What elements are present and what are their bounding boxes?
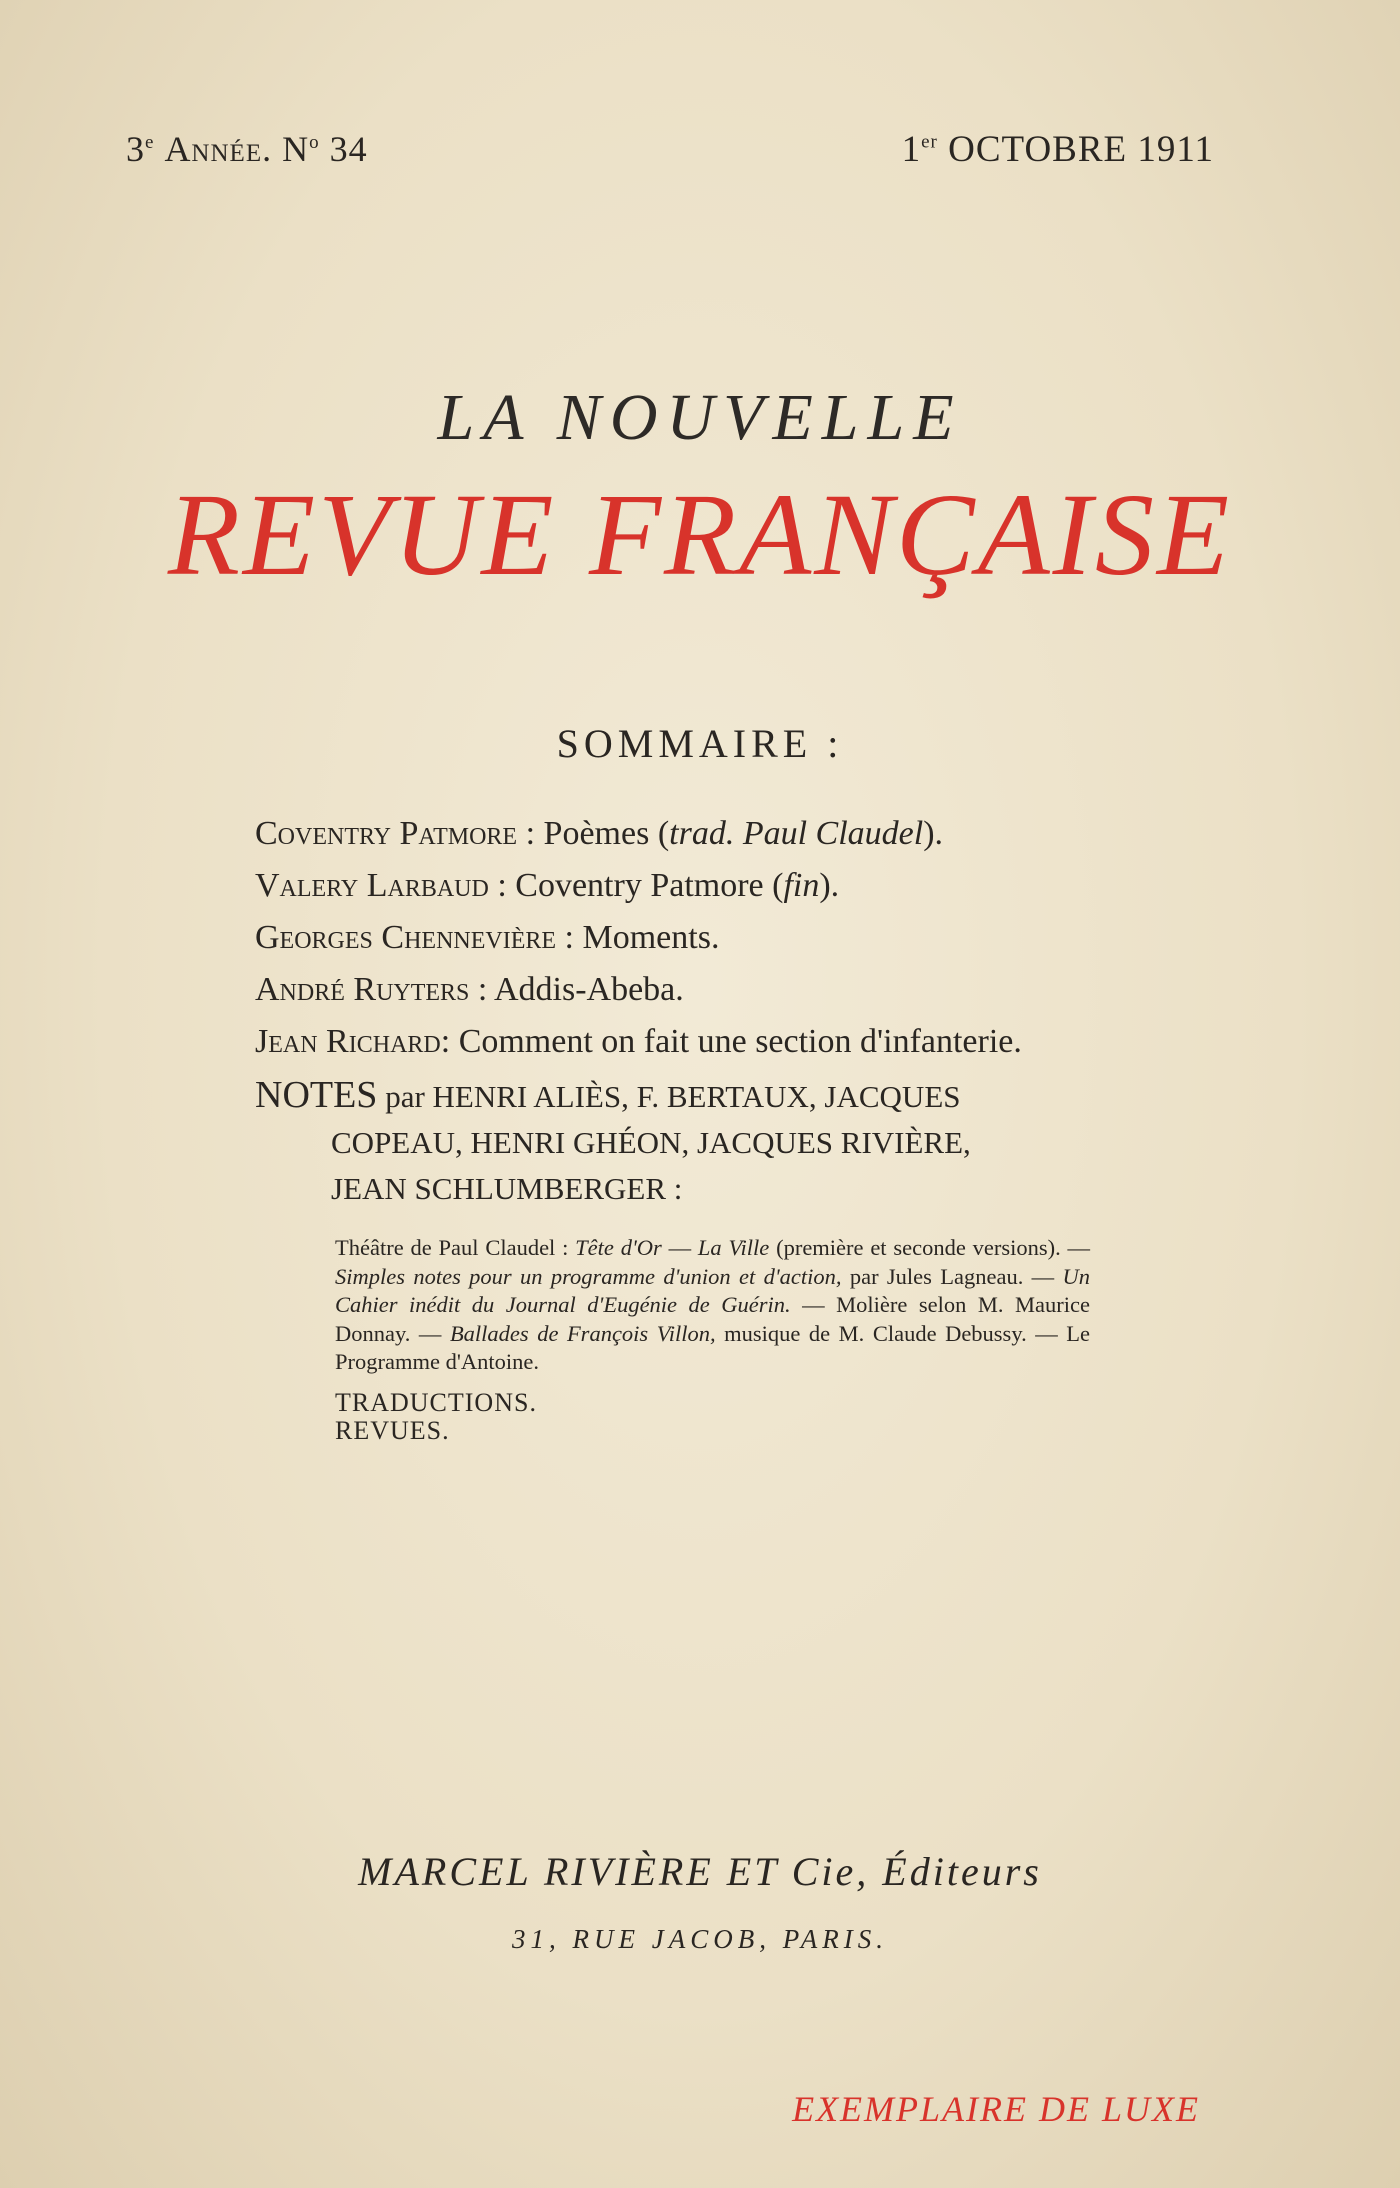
year-sup: e: [145, 132, 155, 153]
toc-work: Addis-Abeba.: [493, 971, 684, 1008]
notes-italic: Un Cahier inédit du Journal d'Eugénie de Guérin.: [335, 1263, 1090, 1317]
notes-italic: La Ville: [697, 1235, 770, 1260]
toc-work-end: ).: [819, 867, 840, 904]
toc-work-italic: fin: [783, 867, 820, 904]
toc-author: Coventry Patmore :: [255, 815, 536, 852]
notes-italic: Ballades de François Villon,: [449, 1320, 716, 1346]
luxe-edition-label: EXEMPLAIRE DE LUXE: [792, 2089, 1200, 2129]
sommaire-heading: SOMMAIRE :: [556, 721, 844, 766]
publisher-address: 31, RUE JACOB, PARIS.: [512, 1924, 888, 1954]
toc-author: Jean Richard:: [255, 1023, 451, 1060]
date-sup: er: [921, 131, 938, 153]
toc-work-end: ).: [923, 815, 944, 852]
notes-text: — Molière selon M. Maurice Donnay. —: [335, 1292, 1090, 1346]
publisher-name: MARCEL RIVIÈRE ET Cie, Éditeurs: [358, 1849, 1042, 1894]
year-number: 3: [126, 129, 145, 169]
notes-text: Théâtre de Paul Claudel :: [335, 1235, 576, 1260]
notes-section: [255, 1072, 1095, 1212]
toc-work: Poèmes (: [543, 815, 670, 852]
notes-text: musique de M. Claude Debussy. — Le Programme d'Antoine.: [335, 1320, 1090, 1374]
date-day: 1: [901, 129, 922, 170]
title-la-nouvelle: LA NOUVELLE: [437, 381, 963, 454]
toc-author: Georges Chennevière :: [255, 919, 574, 956]
notes-text: —: [661, 1235, 698, 1260]
notes-authors-2: COPEAU, HENRI GHÉON, JACQUES RIVIÈRE,: [331, 1125, 971, 1160]
toc-entry-patmore: [255, 808, 1095, 860]
toc-entry-ruyters: [255, 964, 1095, 1016]
year-label: Année.: [164, 129, 273, 169]
notes-authors-1: par HENRI ALIÈS, F. BERTAUX, JACQUES: [385, 1079, 961, 1114]
toc-work-italic: trad. Paul Claudel: [669, 815, 924, 852]
notes-italic: Simples notes pour un programme d'union et d'action,: [335, 1263, 842, 1289]
notes-italic: Tête d'Or: [575, 1235, 662, 1260]
toc-author: André Ruyters :: [255, 971, 488, 1008]
toc-work: Comment on fait une section d'infanterie.: [458, 1023, 1022, 1060]
notes-line-1: [255, 1072, 1095, 1120]
issue-label: N: [282, 129, 310, 169]
notes-detail: [255, 1234, 1090, 1377]
issue-date: [902, 128, 1214, 171]
notes-text: (première et seconde versions). —: [769, 1235, 1091, 1260]
title-revue-francaise: REVUE FRANÇAISE: [167, 469, 1233, 600]
toc-entry-richard: [255, 1016, 1095, 1068]
toc-entry-larbaud: [255, 860, 1095, 912]
notes-text: par Jules Lagneau. —: [841, 1263, 1063, 1289]
issue-number: 34: [329, 129, 368, 169]
toc-work: Coventry Patmore (: [515, 867, 784, 904]
issue-info: [126, 128, 368, 170]
extra-sections: [255, 1389, 1095, 1445]
toc-author: Valery Larbaud :: [255, 867, 507, 904]
traductions-label: TRADUCTIONS.: [335, 1387, 537, 1417]
table-of-contents: [255, 808, 1095, 1445]
revues-label: REVUES.: [335, 1415, 450, 1445]
notes-heading: NOTES: [255, 1074, 378, 1116]
toc-entry-chenneviere: [255, 912, 1095, 964]
toc-work: Moments.: [582, 919, 720, 956]
date-month-year: OCTOBRE 1911: [948, 129, 1214, 170]
notes-authors-3: JEAN SCHLUMBERGER :: [331, 1171, 683, 1206]
issue-sup: o: [309, 132, 320, 153]
